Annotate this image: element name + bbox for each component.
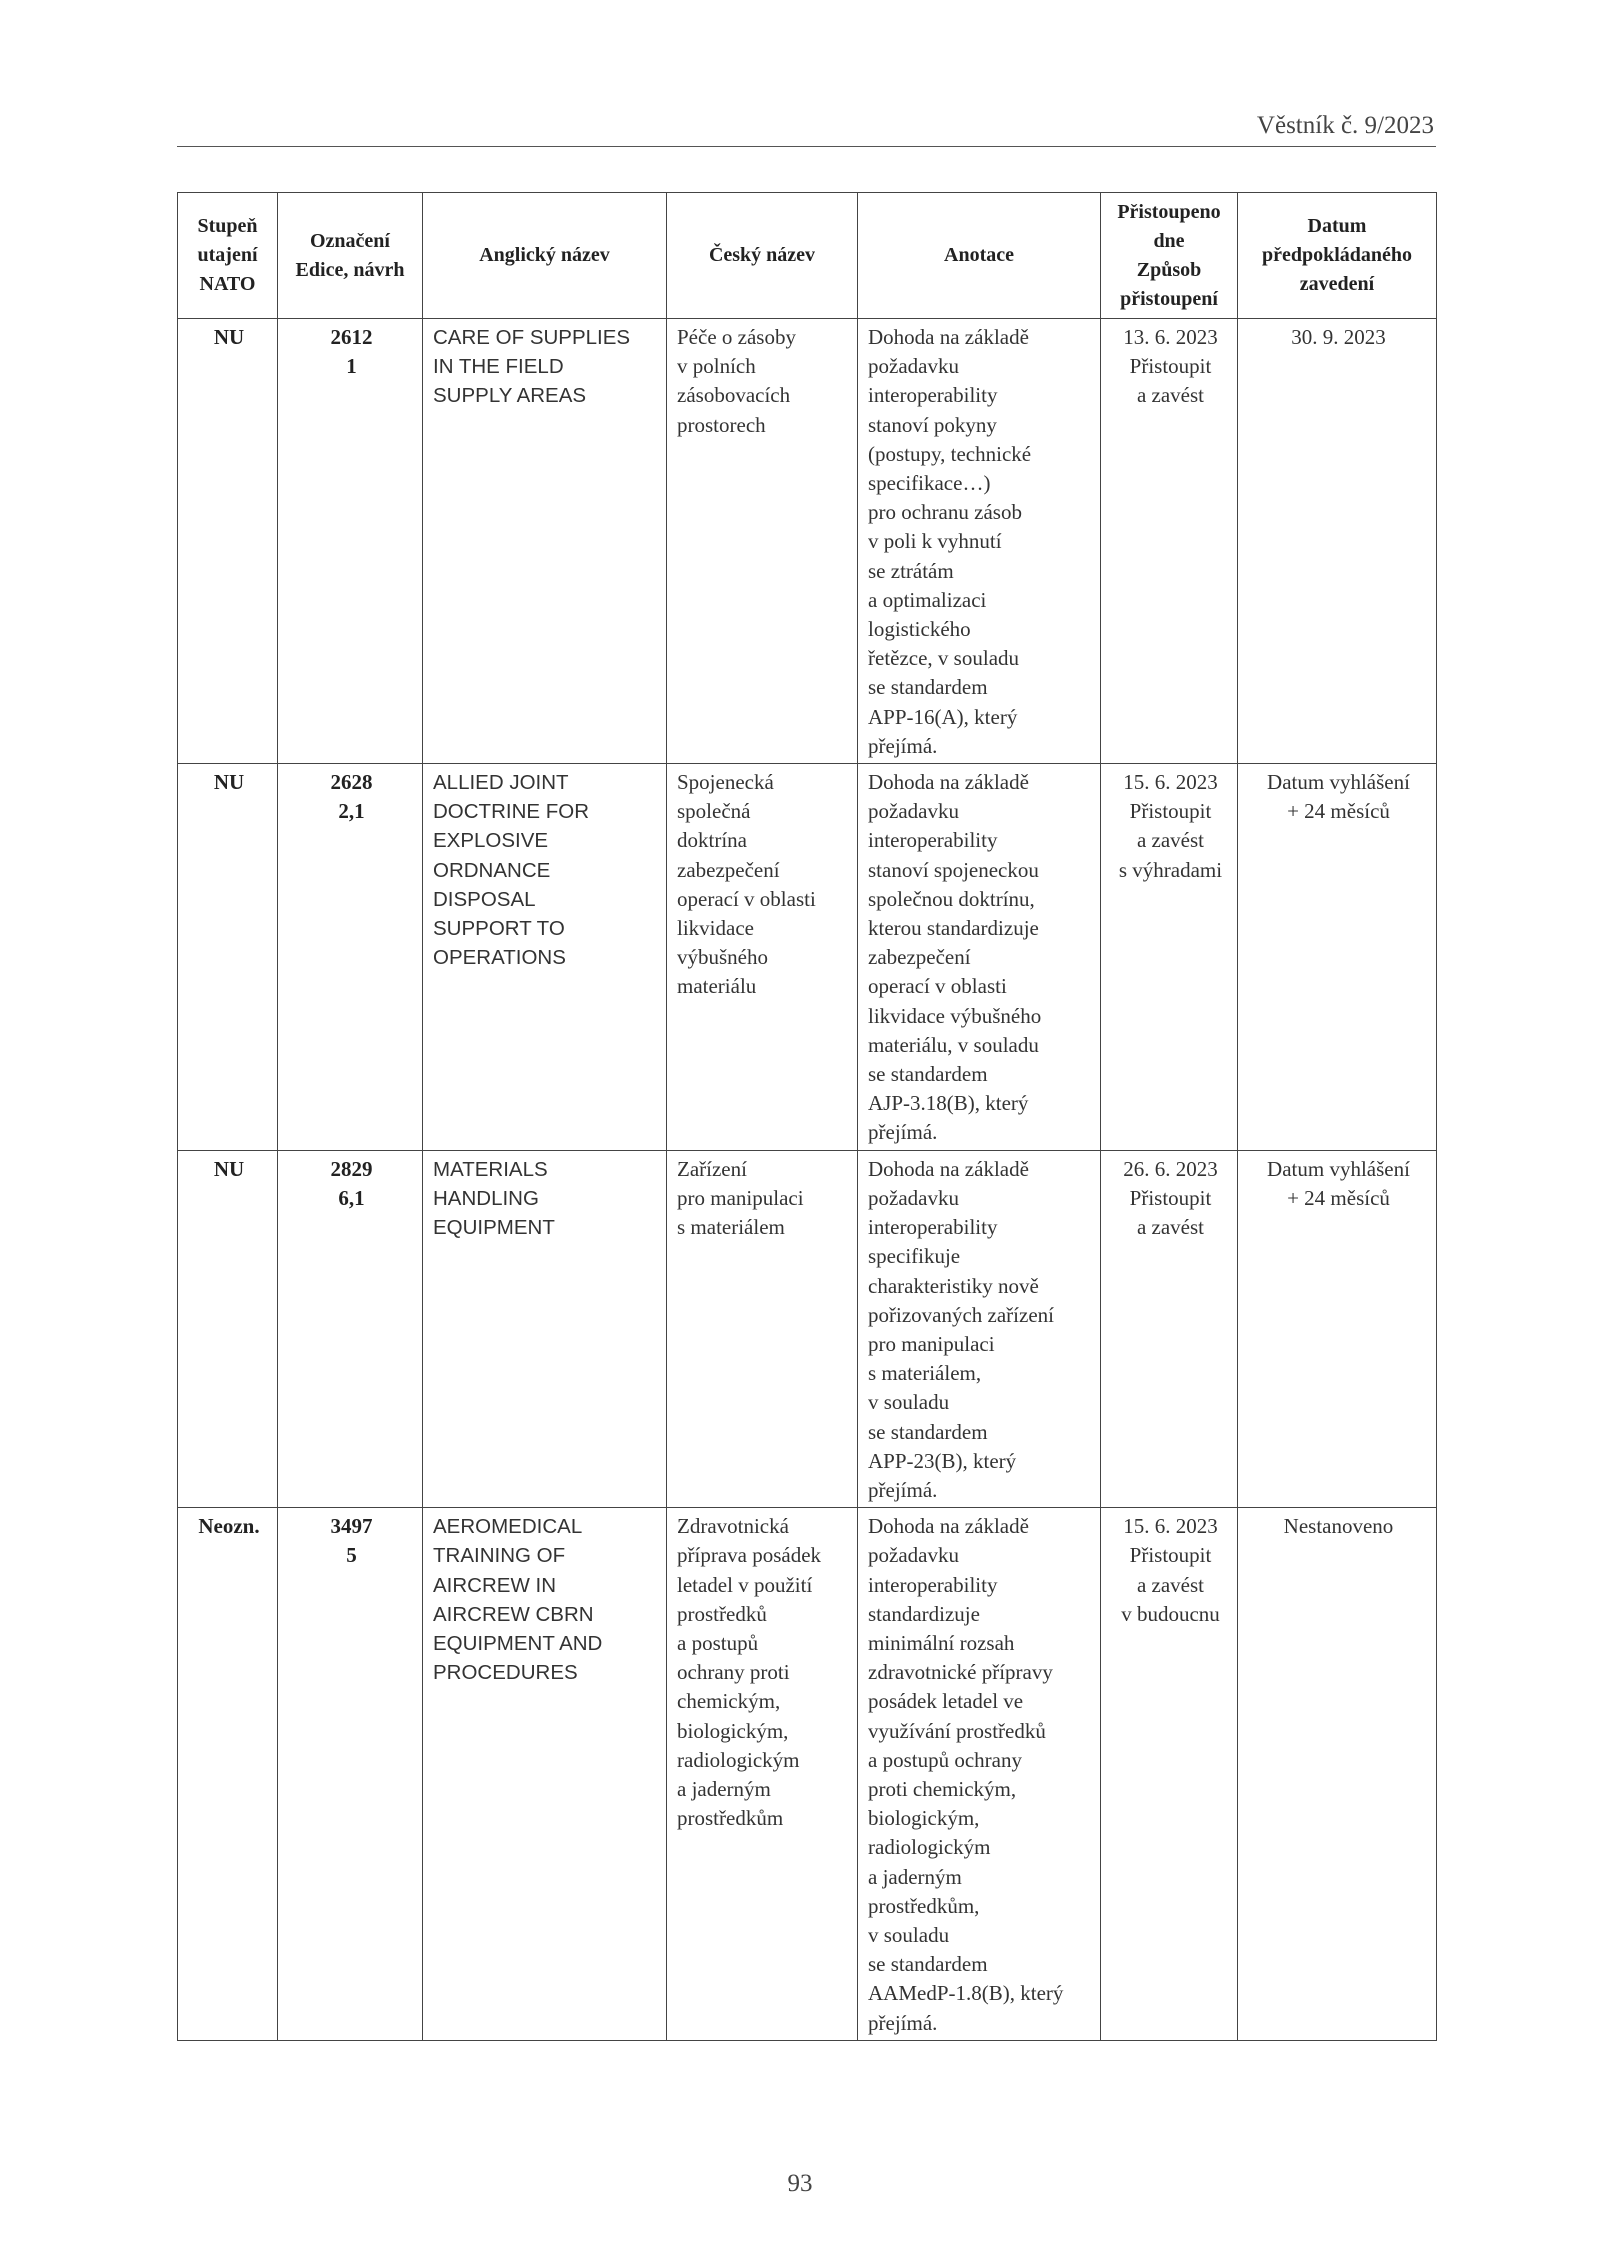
cell-line: prostředkům bbox=[677, 1806, 784, 1831]
cell-line: využívání prostředků bbox=[868, 1718, 1046, 1743]
cell-line: a jaderným bbox=[868, 1864, 962, 1889]
cell-line: pro manipulaci bbox=[677, 1185, 804, 1210]
cell-line: APP-16(A), který bbox=[868, 704, 1018, 729]
cell-line: radiologickým bbox=[868, 1835, 991, 1860]
cell-line: CARE OF SUPPLIES bbox=[433, 326, 631, 349]
cell-line: Datum vyhlášení bbox=[1267, 770, 1410, 795]
cell-line: v polních bbox=[677, 354, 756, 379]
cell-line: AAMedP-1.8(B), který bbox=[868, 1981, 1064, 2006]
cell-line: 1 bbox=[346, 354, 357, 379]
cell-line: letadel v použití bbox=[677, 1572, 813, 1597]
cell-line: interoperability bbox=[868, 383, 998, 408]
cell-line: EQUIPMENT bbox=[433, 1216, 555, 1240]
cell-line: interoperability bbox=[868, 1572, 998, 1597]
cell-line: TRAINING OF bbox=[433, 1544, 566, 1568]
cell-line: zdravotnické přípravy bbox=[868, 1660, 1053, 1685]
cell-line: zásobovacích bbox=[677, 383, 791, 408]
cell-line: a zavést bbox=[1136, 383, 1205, 408]
table-row bbox=[178, 1508, 1437, 2041]
cell-line: 6,1 bbox=[338, 1185, 365, 1210]
table-row bbox=[178, 1150, 1437, 1507]
english-title-cell bbox=[423, 1150, 667, 1507]
cell-line: v souladu bbox=[868, 1922, 950, 1947]
cell-line: Dohoda na základě bbox=[868, 1514, 1029, 1539]
czech-title-cell bbox=[667, 319, 858, 764]
column-header-annotation: Anotace bbox=[858, 193, 1101, 319]
cell-line: Datum vyhlášení bbox=[1267, 1156, 1410, 1181]
annotation-cell bbox=[858, 764, 1101, 1151]
table-row bbox=[178, 764, 1437, 1151]
classification-cell: NU bbox=[178, 764, 278, 1151]
column-header-english-title: Anglický název bbox=[423, 193, 667, 319]
header-divider bbox=[177, 146, 1436, 147]
cell-line: se standardem bbox=[868, 1419, 988, 1444]
cell-line: interoperability bbox=[868, 828, 998, 853]
cell-line: pro ochranu zásob bbox=[868, 500, 1022, 525]
cell-line: 15. 6. 2023 bbox=[1123, 770, 1218, 795]
cell-line: EXPLOSIVE bbox=[433, 829, 549, 853]
cell-line: požadavku bbox=[868, 1543, 959, 1568]
cell-line: a postupů bbox=[677, 1630, 759, 1655]
column-header-classification: Stupeň utajení NATO bbox=[178, 193, 278, 319]
cell-line: AIRCREW IN bbox=[433, 1573, 556, 1597]
cell-line: IN THE FIELD bbox=[433, 355, 564, 379]
cell-line: operací v oblasti bbox=[677, 886, 816, 911]
cell-line: Přistoupit bbox=[1129, 799, 1212, 824]
implementation-date-cell bbox=[1238, 1150, 1437, 1507]
english-title-cell bbox=[423, 764, 667, 1151]
cell-line: specifikace…) bbox=[868, 471, 991, 496]
cell-line: pořizovaných zařízení bbox=[868, 1302, 1054, 1327]
cell-line: proti chemickým, bbox=[868, 1776, 1017, 1801]
cell-line: standardizuje bbox=[868, 1601, 980, 1626]
implementation-date-cell bbox=[1238, 764, 1437, 1151]
accession-cell bbox=[1101, 319, 1238, 764]
cell-line: 2628 bbox=[330, 770, 373, 795]
cell-line: HANDLING bbox=[433, 1186, 539, 1210]
cell-line: 2612 bbox=[330, 325, 373, 349]
cell-line: MATERIALS bbox=[433, 1157, 548, 1181]
cell-line: SUPPLY AREAS bbox=[433, 384, 587, 408]
cell-line: přejímá. bbox=[868, 733, 938, 758]
cell-line: se standardem bbox=[868, 1062, 988, 1087]
cell-line: 2829 bbox=[330, 1156, 373, 1181]
cell-line: Nestanoveno bbox=[1283, 1514, 1394, 1539]
cell-line: ochrany proti bbox=[677, 1660, 790, 1685]
cell-line: ORDNANCE bbox=[433, 858, 551, 882]
cell-line: operací v oblasti bbox=[868, 974, 1007, 999]
cell-line: 26. 6. 2023 bbox=[1123, 1156, 1218, 1181]
cell-line: interoperability bbox=[868, 1215, 998, 1240]
cell-line: 3497 bbox=[330, 1514, 373, 1539]
english-title-cell bbox=[423, 319, 667, 764]
cell-line: zabezpečení bbox=[868, 945, 971, 970]
cell-line: AIRCREW CBRN bbox=[433, 1602, 594, 1626]
cell-line: materiálu bbox=[677, 974, 757, 999]
czech-title-cell bbox=[667, 1508, 858, 2041]
cell-line: AJP-3.18(B), který bbox=[868, 1091, 1029, 1116]
classification-cell: NU bbox=[178, 1150, 278, 1507]
cell-line: přejímá. bbox=[868, 1477, 938, 1502]
cell-line: APP-23(B), který bbox=[868, 1448, 1017, 1473]
cell-line: stanoví spojeneckou bbox=[868, 857, 1039, 882]
cell-line: minimální rozsah bbox=[868, 1630, 1015, 1655]
table-header-row bbox=[178, 193, 1437, 319]
cell-line: prostředkům, bbox=[868, 1893, 980, 1918]
cell-line: Dohoda na základě bbox=[868, 325, 1029, 349]
cell-line: DISPOSAL bbox=[433, 887, 536, 911]
accession-cell bbox=[1101, 764, 1238, 1151]
cell-line: zabezpečení bbox=[677, 857, 780, 882]
cell-line: přejímá. bbox=[868, 2010, 938, 2035]
cell-line: likvidace výbušného bbox=[868, 1003, 1042, 1028]
cell-line: SUPPORT TO bbox=[433, 917, 565, 941]
cell-line: biologickým, bbox=[677, 1718, 789, 1743]
cell-line: v budoucnu bbox=[1121, 1601, 1220, 1626]
cell-line: 5 bbox=[346, 1543, 357, 1568]
cell-line: požadavku bbox=[868, 1185, 959, 1210]
cell-line: prostředků bbox=[677, 1601, 767, 1626]
cell-line: a jaderným bbox=[677, 1776, 771, 1801]
cell-line: se standardem bbox=[868, 1952, 988, 1977]
cell-line: řetězce, v souladu bbox=[868, 646, 1020, 671]
cell-line: + 24 měsíců bbox=[1287, 1185, 1390, 1210]
column-header-czech-title: Český název bbox=[667, 193, 858, 319]
cell-line: logistického bbox=[868, 617, 971, 642]
cell-line: společná bbox=[677, 799, 751, 824]
cell-line: 30. 9. 2023 bbox=[1291, 325, 1386, 349]
cell-line: doktrína bbox=[677, 828, 747, 853]
cell-line: s materiálem bbox=[677, 1215, 785, 1240]
designation-cell bbox=[278, 1150, 423, 1507]
cell-line: DOCTRINE FOR bbox=[433, 800, 590, 824]
cell-line: charakteristiky nově bbox=[868, 1273, 1039, 1298]
cell-line: požadavku bbox=[868, 799, 959, 824]
cell-line: přejímá. bbox=[868, 1120, 938, 1145]
cell-line: s výhradami bbox=[1118, 857, 1223, 882]
page-number: 93 bbox=[787, 2170, 813, 2197]
cell-line: Zdravotnická bbox=[677, 1514, 789, 1539]
cell-line: a postupů ochrany bbox=[868, 1747, 1022, 1772]
cell-line: prostorech bbox=[677, 412, 766, 437]
cell-line: radiologickým bbox=[677, 1747, 800, 1772]
czech-title-cell bbox=[667, 1150, 858, 1507]
cell-line: výbušného bbox=[677, 945, 768, 970]
cell-line: likvidace bbox=[677, 916, 754, 941]
czech-title-cell bbox=[667, 764, 858, 1151]
cell-line: příprava posádek bbox=[677, 1543, 822, 1568]
cell-line: 2,1 bbox=[338, 799, 365, 824]
designation-cell bbox=[278, 764, 423, 1151]
cell-line: a zavést bbox=[1136, 828, 1205, 853]
cell-line: v poli k vyhnutí bbox=[868, 529, 1002, 554]
standards-table bbox=[177, 192, 1437, 2041]
cell-line: (postupy, technické bbox=[868, 441, 1032, 466]
cell-line: v souladu bbox=[868, 1390, 950, 1415]
cell-line: a zavést bbox=[1136, 1215, 1205, 1240]
english-title-cell bbox=[423, 1508, 667, 2041]
accession-cell bbox=[1101, 1508, 1238, 2041]
cell-line: a zavést bbox=[1136, 1572, 1205, 1597]
cell-line: OPERATIONS bbox=[433, 946, 566, 970]
column-header-accession: Přistoupeno dne Způsob přistoupení bbox=[1101, 193, 1238, 319]
cell-line: se standardem bbox=[868, 675, 988, 700]
cell-line: stanoví pokyny bbox=[868, 412, 997, 437]
cell-line: biologickým, bbox=[868, 1806, 980, 1831]
cell-line: + 24 měsíců bbox=[1287, 799, 1390, 824]
cell-line: se ztrátám bbox=[868, 558, 954, 583]
cell-line: EQUIPMENT AND bbox=[433, 1631, 603, 1655]
annotation-cell bbox=[858, 1508, 1101, 2041]
cell-line: a optimalizaci bbox=[868, 587, 987, 612]
cell-line: 13. 6. 2023 bbox=[1123, 325, 1218, 349]
cell-line: 15. 6. 2023 bbox=[1123, 1514, 1218, 1539]
cell-line: AEROMEDICAL bbox=[433, 1515, 583, 1539]
implementation-date-cell bbox=[1238, 319, 1437, 764]
cell-line: požadavku bbox=[868, 354, 959, 379]
designation-cell bbox=[278, 1508, 423, 2041]
table-row bbox=[178, 319, 1437, 764]
cell-line: ALLIED JOINT bbox=[433, 771, 569, 795]
annotation-cell bbox=[858, 319, 1101, 764]
designation-cell bbox=[278, 319, 423, 764]
annotation-cell bbox=[858, 1150, 1101, 1507]
cell-line: posádek letadel ve bbox=[868, 1689, 1024, 1714]
classification-cell: NU bbox=[178, 319, 278, 764]
cell-line: specifikuje bbox=[868, 1244, 961, 1269]
cell-line: s materiálem, bbox=[868, 1361, 982, 1386]
cell-line: Spojenecká bbox=[677, 770, 774, 795]
cell-line: Přistoupit bbox=[1129, 1185, 1212, 1210]
cell-line: Dohoda na základě bbox=[868, 770, 1029, 795]
implementation-date-cell bbox=[1238, 1508, 1437, 2041]
column-header-implementation-date: Datum předpokládaného zavedení bbox=[1238, 193, 1437, 319]
classification-cell: Neozn. bbox=[178, 1508, 278, 2041]
cell-line: Péče o zásoby bbox=[677, 325, 796, 349]
column-header-designation: Označení Edice, návrh bbox=[278, 193, 423, 319]
cell-line: Dohoda na základě bbox=[868, 1156, 1029, 1181]
cell-line: chemickým, bbox=[677, 1689, 781, 1714]
cell-line: Přistoupit bbox=[1129, 1543, 1212, 1568]
cell-line: materiálu, v souladu bbox=[868, 1032, 1039, 1057]
cell-line: Zařízení bbox=[677, 1156, 747, 1181]
journal-title: Věstník č. 9/2023 bbox=[1256, 112, 1434, 139]
accession-cell bbox=[1101, 1150, 1238, 1507]
cell-line: pro manipulaci bbox=[868, 1331, 995, 1356]
cell-line: společnou doktrínu, bbox=[868, 886, 1035, 911]
cell-line: kterou standardizuje bbox=[868, 916, 1039, 941]
cell-line: PROCEDURES bbox=[433, 1661, 578, 1685]
cell-line: Přistoupit bbox=[1129, 354, 1212, 379]
